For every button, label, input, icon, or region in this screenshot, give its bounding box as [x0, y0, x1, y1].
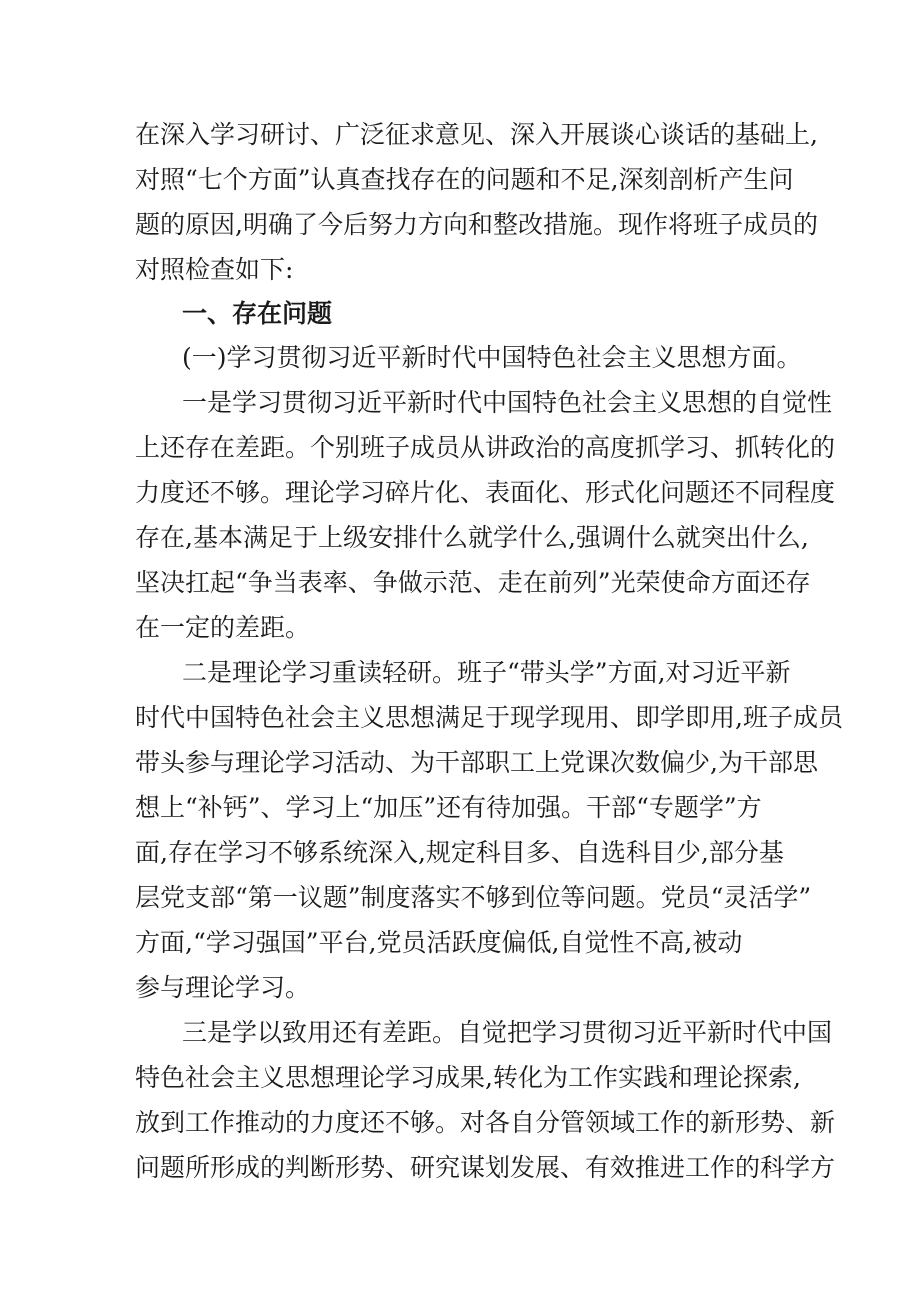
subsection-heading: (一)学习贯彻习近平新时代中国特色社会主义思想方面。: [182, 343, 802, 372]
paragraph1-line: 上还存在差距。个别班子成员从讲政治的高度抓学习、抓转化的: [135, 433, 836, 462]
intro-line: 在深入学习研讨、广泛征求意见、深入开展谈心谈话的基础上,: [135, 120, 818, 149]
paragraph1-line: 力度还不够。理论学习碎片化、表面化、形式化问题还不同程度: [135, 478, 836, 507]
section-heading: 一、存在问题: [182, 299, 333, 328]
paragraph2-line: 带头参与理论学习活动、为干部职工上党课次数偏少,为干部思: [135, 748, 818, 777]
intro-line: 对照检查如下:: [135, 255, 294, 284]
paragraph2-line: 想上“补钙”、学习上“加压”还有待加强。干部“专题学”方: [135, 793, 762, 822]
paragraph1-line: 在一定的差距。: [135, 613, 311, 642]
intro-line: 对照“七个方面”认真查找存在的问题和不足,深刻剖析产生问: [135, 165, 794, 194]
paragraph3-line: 问题所形成的判断形势、研究谋划发展、有效推进工作的科学方: [135, 1153, 836, 1182]
paragraph2-line: 方面,“学习强国”平台,党员活跃度偏低,自觉性不高,被动: [135, 928, 743, 957]
paragraph2-line: 时代中国特色社会主义思想满足于现学现用、即学即用,班子成员: [135, 703, 843, 732]
paragraph2-line: 二是理论学习重读轻研。班子“带头学”方面,对习近平新: [182, 658, 791, 687]
paragraph1-line: 一是学习贯彻习近平新时代中国特色社会主义思想的自觉性: [182, 388, 833, 417]
paragraph1-line: 存在,基本满足于上级安排什么就学什么,强调什么就突出什么,: [135, 523, 809, 552]
paragraph2-line: 参与理论学习。: [135, 973, 311, 1002]
paragraph2-line: 层党支部“第一议题”制度落实不够到位等问题。党员“灵活学”: [135, 883, 812, 912]
paragraph2-line: 面,存在学习不够系统深入,规定科目多、自选科目少,部分基: [135, 838, 784, 867]
intro-line: 题的原因,明确了今后努力方向和整改措施。现作将班子成员的: [135, 210, 818, 239]
paragraph3-line: 特色社会主义思想理论学习成果,转化为工作实践和理论探索,: [135, 1063, 801, 1092]
paragraph3-line: 三是学以致用还有差距。自觉把学习贯彻习近平新时代中国: [182, 1018, 833, 1047]
paragraph3-line: 放到工作推动的力度还不够。对各自分管领域工作的新形势、新: [135, 1108, 836, 1137]
paragraph1-line: 坚决扛起“争当表率、争做示范、走在前列”光荣使命方面还存: [135, 568, 811, 597]
